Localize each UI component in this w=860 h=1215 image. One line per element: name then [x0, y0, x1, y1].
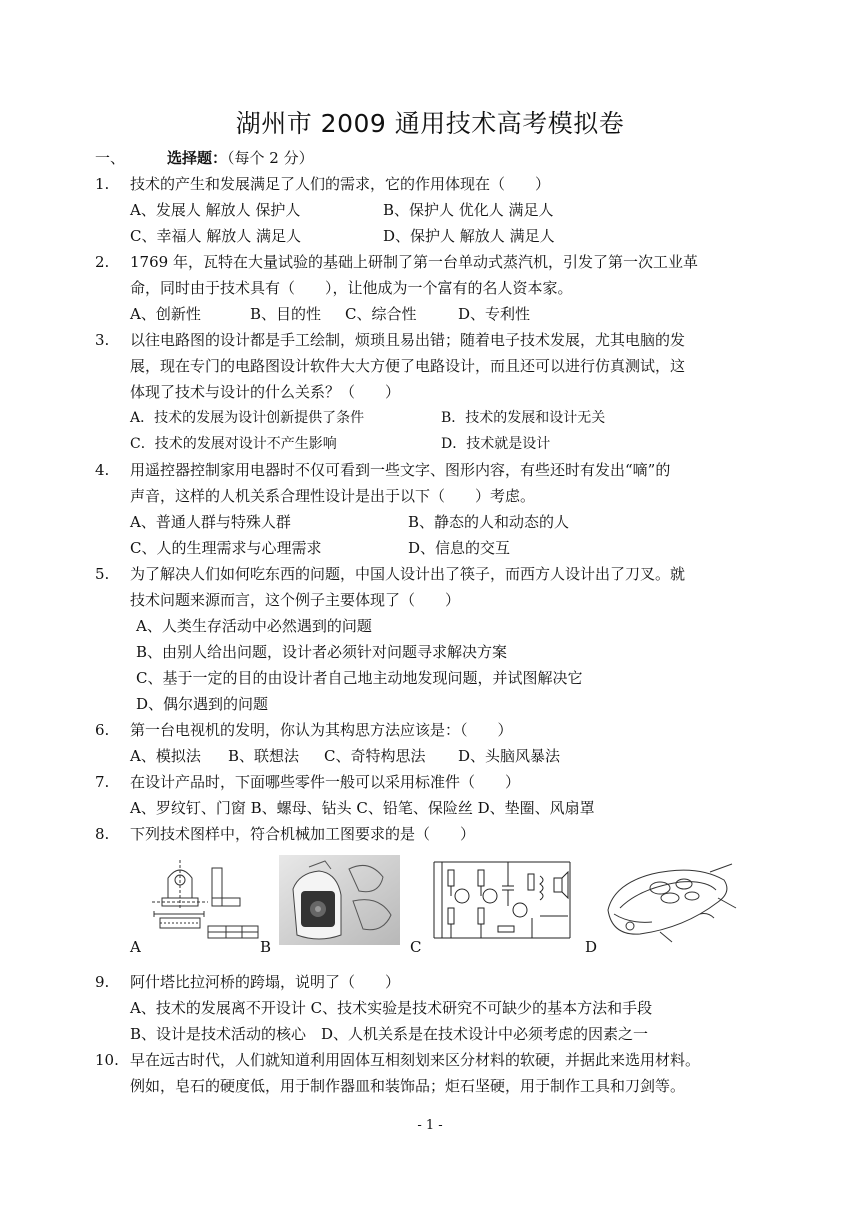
page-title: 湖州市 2009 通用技术高考模拟卷	[235, 109, 625, 138]
question-text: 为了解决人们如何吃东西的问题，中国人设计出了筷子，而西方人设计出了刀叉。就	[130, 565, 686, 583]
option-b: B、联想法	[228, 747, 300, 765]
question-text: 技术的产生和发展满足了人们的需求，它的作用体现在（ ）	[130, 175, 551, 193]
question-number: 5.	[95, 565, 110, 583]
question-text: 1769 年，瓦特在大量试验的基础上研制了第一台单动式蒸汽机，引发了第一次工业革	[130, 253, 698, 271]
question-text: 早在远古时代，人们就知道利用固体互相刻划来区分材料的软硬，并据此来选用材料。	[130, 1051, 701, 1069]
options-line: A、罗纹钉、门窗 B、螺母、钻头 C、铅笔、保险丝 D、垫圈、风扇罩	[130, 799, 595, 817]
question-text: 第一台电视机的发明，你认为其构思方法应该是：（ ）	[130, 721, 513, 739]
options-line: A、技术的发展离不开设计 C、技术实验是技术研究不可缺少的基本方法和手段	[130, 999, 653, 1017]
option-d: D、信息的交互	[408, 539, 511, 557]
section-heading	[95, 147, 314, 168]
option-a: A、普通人群与特殊人群	[130, 513, 291, 531]
option-a: A．技术的发展为设计创新提供了条件	[130, 410, 365, 426]
question-number: 8.	[95, 825, 110, 843]
figure-label-d: D	[585, 938, 598, 956]
option-b: B、由别人给出问题，设计者必须针对问题寻求解决方案	[136, 643, 508, 661]
question-text: 例如，皂石的硬度低，用于制作器皿和装饰品；炬石坚硬，用于制作工具和刀剑等。	[130, 1077, 686, 1095]
figure-c-circuit-diagram	[428, 856, 576, 946]
figure-a-mechanical-drawing	[150, 858, 260, 940]
option-c: C、基于一定的目的由设计者自己地主动地发现问题，并试图解决它	[136, 669, 583, 687]
section-title: 选择题：	[167, 149, 228, 167]
option-c: C、综合性	[345, 305, 417, 323]
question-text: 技术问题来源而言，这个例子主要体现了（ ）	[130, 591, 461, 609]
question-text: 下列技术图样中，符合机械加工图要求的是（ ）	[130, 825, 476, 843]
question-number: 9.	[95, 973, 110, 991]
question-text: 命，同时由于技术具有（ ），让他成为一个富有的名人资本家。	[130, 279, 573, 297]
option-c: C、人的生理需求与心理需求	[130, 539, 322, 557]
options-line: B、设计是技术活动的核心 D、人机关系是在技术设计中必须考虑的因素之一	[130, 1025, 649, 1043]
question-number: 1.	[95, 175, 110, 193]
question-text: 体现了技术与设计的什么关系？（ ）	[130, 383, 401, 401]
section-note: （每个 2 分）	[227, 149, 314, 167]
figure-label-b: B	[260, 938, 272, 956]
option-b: B、目的性	[250, 305, 322, 323]
question-number: 2.	[95, 253, 110, 271]
figure-label-c: C	[410, 938, 422, 956]
figure-b-product-sketch	[279, 855, 400, 945]
question-number: 10.	[95, 1051, 119, 1069]
question-text: 阿什塔比拉河桥的跨塌，说明了（ ）	[130, 973, 401, 991]
question-number: 4.	[95, 461, 110, 479]
option-c: C．技术的发展对设计不产生影响	[130, 436, 337, 452]
figure-label-a: A	[130, 938, 141, 956]
question-text: 在设计产品时，下面哪些零件一般可以采用标准件（ ）	[130, 773, 521, 791]
question-text: 声音，这样的人机关系合理性设计是出于以下（ ）考虑。	[130, 487, 536, 505]
option-b: B、静态的人和动态的人	[408, 513, 570, 531]
option-d: D、偶尔遇到的问题	[136, 695, 269, 713]
question-number: 6.	[95, 721, 110, 739]
option-c: C、幸福人 解放人 满足人	[130, 227, 302, 245]
section-number: 一、	[95, 149, 126, 167]
option-d: D、头脑风暴法	[458, 747, 561, 765]
option-a: A、创新性	[130, 305, 201, 323]
option-a: A、模拟法	[130, 747, 201, 765]
question-number: 3.	[95, 331, 110, 349]
question-text: 用遥控器控制家用电器时不仅可看到一些文字、图形内容，有些还时有发出“嘀”的	[130, 461, 671, 479]
page-number: - 1 -	[417, 1118, 443, 1133]
option-a: A、发展人 解放人 保护人	[130, 201, 301, 219]
option-b: B、保护人 优化人 满足人	[383, 201, 554, 219]
question-text: 以往电路图的设计都是手工绘制，烦琐且易出错；随着电子技术发展，尤其电脑的发	[130, 331, 686, 349]
option-d: D、保护人 解放人 满足人	[383, 227, 555, 245]
option-a: A、人类生存活动中必然遇到的问题	[136, 617, 372, 635]
question-number: 7.	[95, 773, 110, 791]
option-d: D、专利性	[458, 305, 531, 323]
option-d: D．技术就是设计	[441, 436, 551, 452]
option-c: C、奇特构思法	[324, 747, 426, 765]
option-b: B．技术的发展和设计无关	[441, 410, 606, 426]
figure-d-car-sketch	[600, 858, 740, 946]
question-text: 展，现在专门的电路图设计软件大大方便了电路设计，而且还可以进行仿真测试，这	[130, 357, 686, 375]
